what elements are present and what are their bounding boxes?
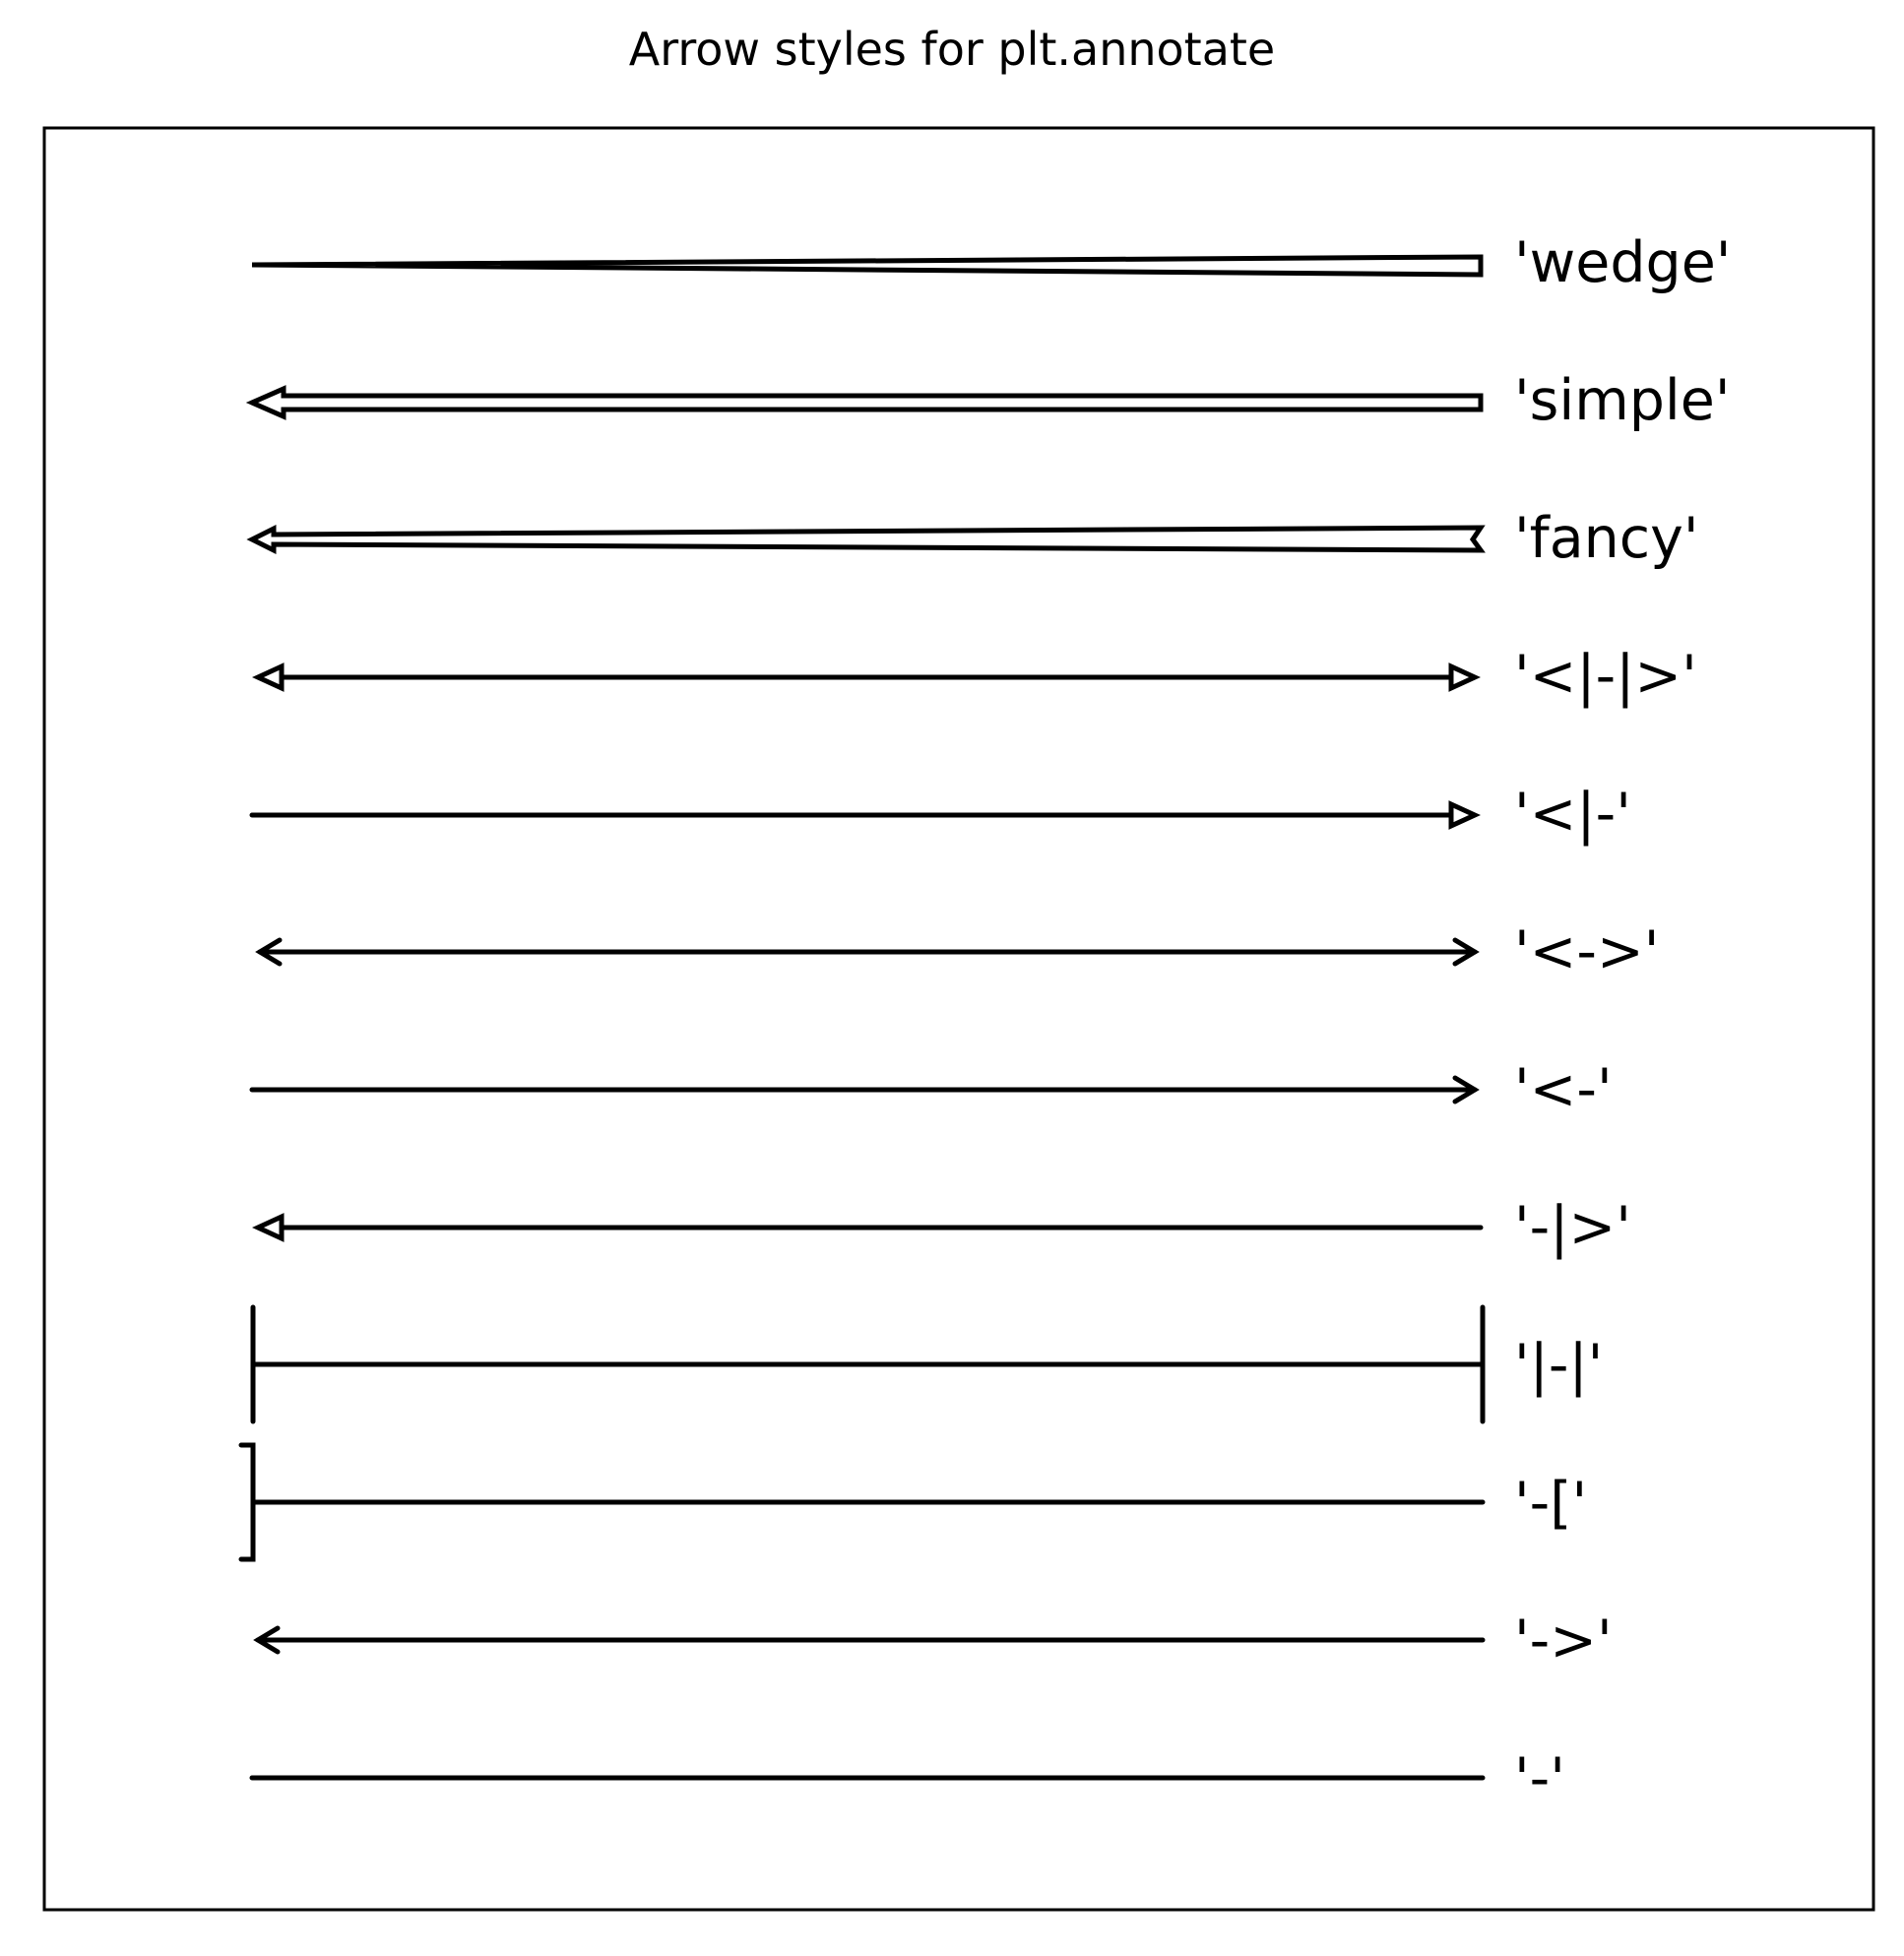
figure-title: Arrow styles for plt.annotate bbox=[628, 23, 1276, 76]
arrow-label-left-filled: '<|-' bbox=[1514, 782, 1631, 847]
arrow-head-right bbox=[1451, 666, 1475, 688]
arrow-head-right bbox=[1451, 804, 1475, 826]
arrow-label-left-open: '<-' bbox=[1514, 1057, 1613, 1122]
arrow-label-simple: 'simple' bbox=[1514, 368, 1731, 433]
arrow-row-left-filled bbox=[252, 782, 1631, 847]
arrow-row-double-open bbox=[260, 919, 1659, 984]
arrow-row-simple bbox=[252, 368, 1730, 433]
bracket-end bbox=[241, 1445, 253, 1559]
arrow-row-double-filled bbox=[258, 644, 1697, 709]
arrow-row-fancy bbox=[252, 506, 1699, 571]
arrow-label-bracket: '-[' bbox=[1514, 1471, 1588, 1536]
arrow-row-wedge bbox=[252, 230, 1731, 295]
arrow-label-plain: '-' bbox=[1514, 1746, 1565, 1811]
fancy-arrow bbox=[252, 528, 1481, 550]
arrow-row-bar-both bbox=[253, 1307, 1603, 1421]
arrow-row-left-open bbox=[252, 1057, 1613, 1122]
arrow-label-double-filled: '<|-|>' bbox=[1514, 644, 1697, 709]
arrow-row-plain bbox=[252, 1746, 1565, 1811]
arrow-label-right-filled: '-|>' bbox=[1514, 1195, 1631, 1260]
arrow-row-right-open bbox=[258, 1609, 1613, 1673]
simple-arrow bbox=[252, 389, 1481, 416]
arrow-label-double-open: '<->' bbox=[1514, 919, 1660, 984]
arrow-row-bracket bbox=[241, 1445, 1587, 1559]
arrow-head-left bbox=[258, 666, 282, 688]
arrow-row-right-filled bbox=[258, 1195, 1631, 1260]
arrow-label-fancy: 'fancy' bbox=[1514, 506, 1699, 571]
wedge-arrow bbox=[252, 257, 1481, 275]
arrow-head-left bbox=[258, 1217, 282, 1238]
arrow-label-right-open: '->' bbox=[1514, 1609, 1613, 1673]
arrow-label-bar-both: '|-|' bbox=[1514, 1333, 1604, 1398]
arrow-label-wedge: 'wedge' bbox=[1514, 230, 1732, 295]
